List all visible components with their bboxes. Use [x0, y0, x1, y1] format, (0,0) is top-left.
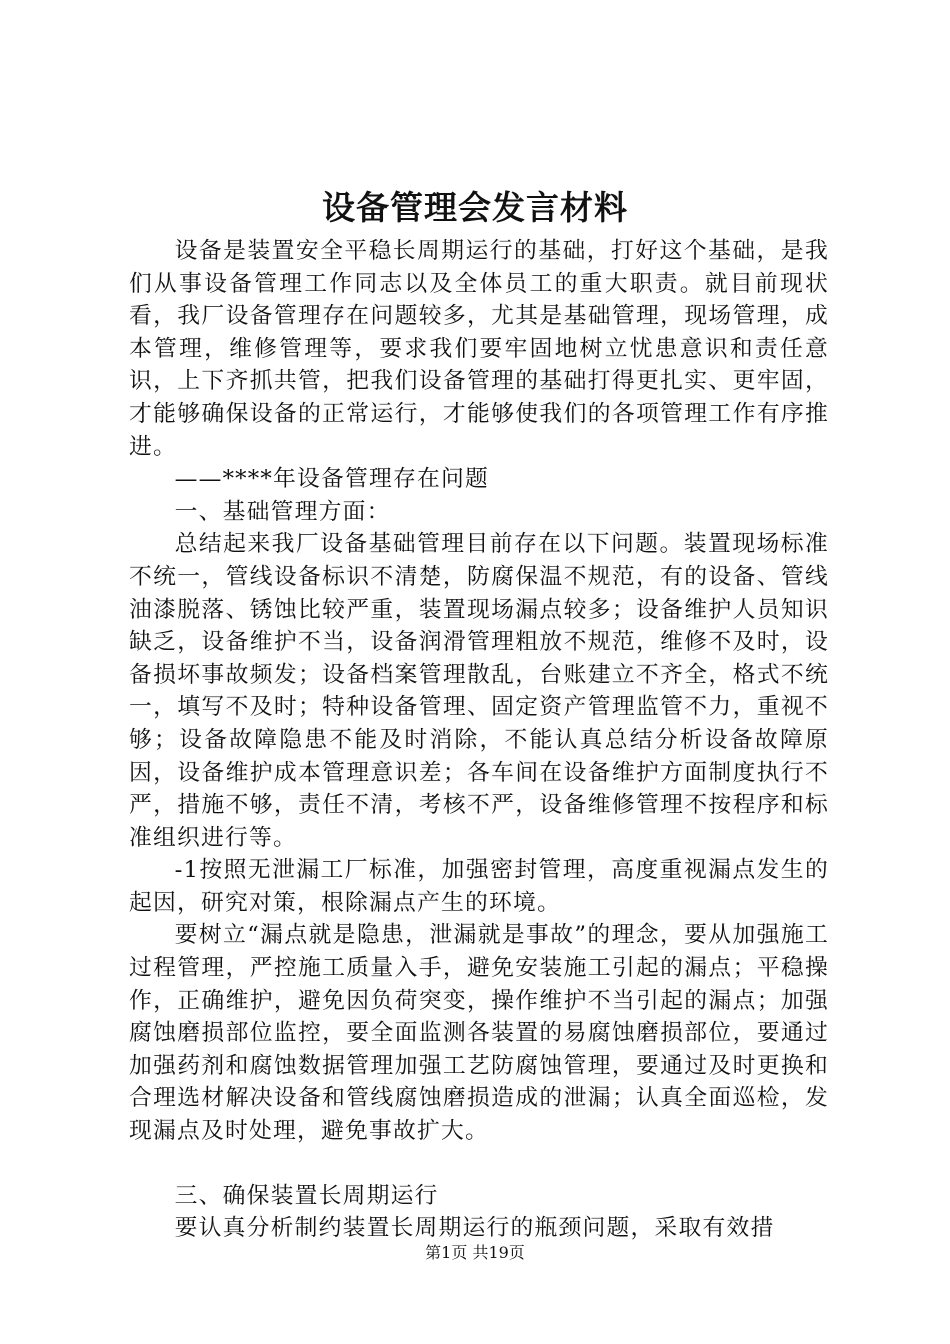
paragraph-basic-management-summary: 总结起来我厂设备基础管理目前存在以下问题。装置现场标准不统一，管线设备标识不清楚，防腐保温不规范，有的设备、管线油漆脱落、锈蚀比较严重，装置现场漏点较多；设备维护人员知识缺乏，设备维护不当，设备润滑管理粗放不规范，维修不及时，设备损坏事故频发；设备档案管理散乱，台账建立不齐全，格式不统一，填写不及时；特种设备管理、固定资产管理监管不力，重视不够；设备故障隐患不能及时消除，不能认真总结分析设备故障原因，设备维护成本管理意识差；各车间在设备维护方面制度执行不严，措施不够，责任不清，考核不严，设备维修管理不按程序和标准组织进行等。	[129, 531, 829, 851]
paragraph-section-heading: ——****年设备管理存在问题	[174, 466, 489, 493]
paragraph-long-cycle-body: 要认真分析制约装置长周期运行的瓶颈问题，采取有效措	[174, 1215, 775, 1242]
paragraph-intro: 设备是装置安全平稳长周期运行的基础，打好这个基础，是我们从事设备管理工作同志以及全体员工的重大职责。就目前现状看，我厂设备管理存在问题较多，尤其是基础管理，现场管理，成本管理，维修管理等，要求我们要牢固地树立忧患意识和责任意识，上下齐抓共管，把我们设备管理的基础打得更扎实、更牢固，才能够确保设备的正常运行，才能够使我们的各项管理工作有序推进。	[129, 238, 829, 460]
paragraph-leak-standard: -1按照无泄漏工厂标准，加强密封管理，高度重视漏点发生的起因，研究对策，根除漏点产生的环境。	[129, 857, 829, 916]
page-footer: 第1页 共19页	[425, 1243, 525, 1262]
paragraph-basic-management-heading: 一、基础管理方面：	[174, 498, 391, 525]
document-body	[129, 235, 829, 1245]
paragraph-long-cycle-heading: 三、确保装置长周期运行	[174, 1182, 439, 1209]
document-title: 设备管理会发言材料	[322, 188, 628, 227]
paragraph-leak-measures: 要树立“漏点就是隐患，泄漏就是事故”的理念，要从加强施工过程管理，严控施工质量入手，避免安装施工引起的漏点；平稳操作，正确维护，避免因负荷突变，操作维护不当引起的漏点；加强腐蚀磨损部位监控，要全面监测各装置的易腐蚀磨损部位，要通过加强药剂和腐蚀数据管理加强工艺防腐蚀管理，要通过及时更换和合理选材解决设备和管线腐蚀磨损造成的泄漏；认真全面巡检，发现漏点及时处理，避免事故扩大。	[129, 922, 829, 1145]
